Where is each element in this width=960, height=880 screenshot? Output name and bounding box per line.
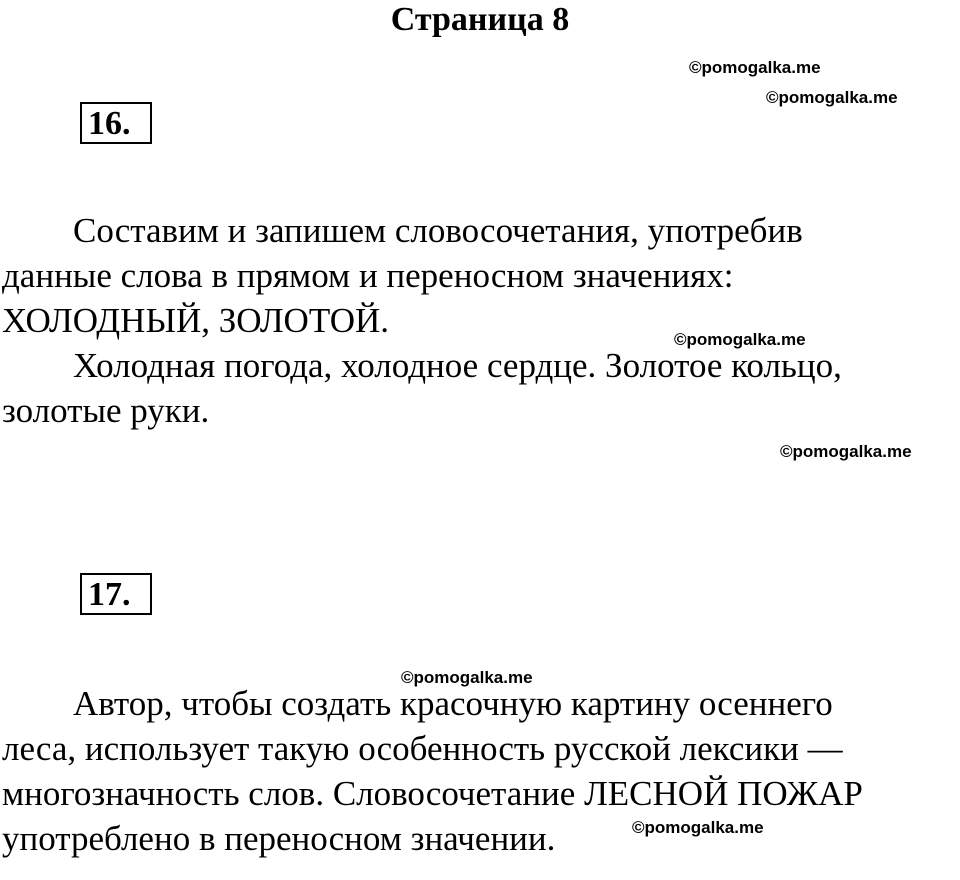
watermark: ©pomogalka.me (766, 88, 898, 107)
text-line: Составим и запишем словосочетания, употребив (73, 211, 803, 250)
text-line: Холодная погода, холодное сердце. Золотое кольцо, (73, 346, 842, 385)
text-line: данные слова в прямом и переносном значениях: (2, 256, 734, 295)
watermark: ©pomogalka.me (689, 58, 821, 77)
watermark: ©pomogalka.me (674, 330, 806, 349)
text-line: золотые руки. (2, 391, 210, 430)
task-number-17: 17. (80, 573, 152, 615)
text-line: употреблено в переносном значении. (2, 819, 556, 858)
watermark: ©pomogalka.me (632, 818, 764, 837)
page-title: Страница 8 (390, 1, 570, 38)
text-line: Автор, чтобы создать красочную картину осеннего (73, 684, 833, 723)
task-17-text (2, 686, 957, 866)
text-line: многозначность слов. Словосочетание ЛЕСНОЙ ПОЖАР (2, 774, 863, 813)
watermark: ©pomogalka.me (401, 668, 533, 687)
text-line: ХОЛОДНЫЙ, ЗОЛОТОЙ. (2, 301, 390, 340)
text-line: леса, использует такую особенность русской лексики — (2, 729, 843, 768)
watermark: ©pomogalka.me (780, 442, 912, 461)
task-16-text (2, 213, 957, 438)
task-number-16: 16. (80, 102, 152, 144)
